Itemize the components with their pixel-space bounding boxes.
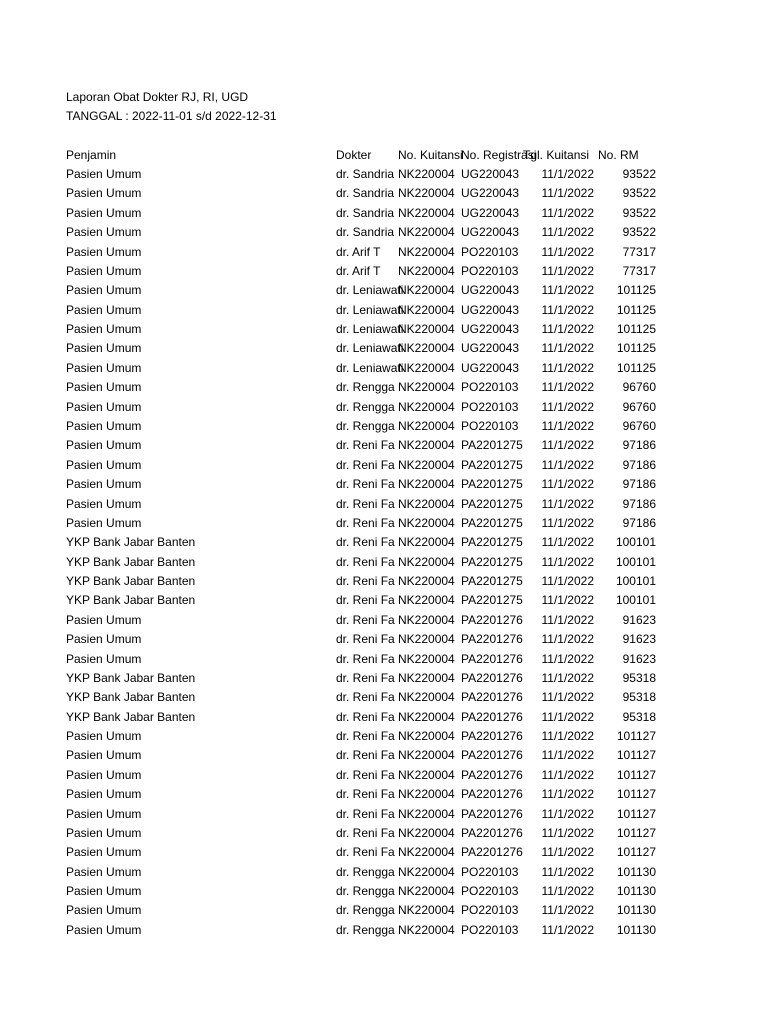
- cell-no-kuitansi: NK220004: [398, 244, 455, 259]
- cell-tgl-kuitansi: 11/1/2022: [541, 748, 594, 763]
- cell-no-registrasi: PO220103: [461, 244, 519, 259]
- cell-no-rm: 93522: [622, 205, 656, 220]
- cell-no-kuitansi: NK220004: [398, 496, 455, 511]
- cell-no-registrasi: UG220043: [461, 186, 520, 201]
- cell-tgl-kuitansi: 11/1/2022: [541, 225, 594, 240]
- cell-penjamin: Pasien Umum: [66, 438, 142, 453]
- cell-no-kuitansi: NK220004: [398, 729, 455, 743]
- cell-no-registrasi: PA2201276: [461, 748, 523, 763]
- cell-dokter: dr. Leniawati: [336, 302, 404, 317]
- cell-penjamin: Pasien Umum: [66, 186, 142, 201]
- cell-penjamin: Pasien Umum: [66, 825, 142, 840]
- cell-no-registrasi: PA2201276: [461, 787, 523, 802]
- cell-penjamin: Pasien Umum: [66, 263, 142, 278]
- cell-penjamin: Pasien Umum: [66, 903, 142, 918]
- cell-no-rm: 101127: [616, 787, 656, 802]
- cell-no-rm: 93522: [622, 167, 656, 181]
- table-header-row: [0, 146, 768, 165]
- cell-penjamin: Pasien Umum: [66, 244, 142, 259]
- table-row: [0, 204, 768, 223]
- cell-dokter: dr. Reni Fa: [336, 515, 395, 530]
- cell-penjamin: Pasien Umum: [66, 399, 142, 414]
- cell-dokter: dr. Rengga: [336, 380, 395, 395]
- column-header-penjamin: Penjamin: [66, 148, 117, 162]
- cell-no-registrasi: PA2201275: [461, 457, 523, 472]
- cell-no-kuitansi: NK220004: [398, 457, 455, 472]
- cell-tgl-kuitansi: 11/1/2022: [541, 593, 594, 608]
- table-row: [0, 495, 768, 514]
- cell-tgl-kuitansi: 11/1/2022: [541, 825, 594, 840]
- cell-no-registrasi: PA2201276: [461, 806, 523, 821]
- cell-no-rm: 93522: [622, 225, 656, 240]
- cell-dokter: dr. Reni Fa: [336, 670, 395, 685]
- cell-dokter: dr. Rengga: [336, 399, 395, 414]
- cell-no-kuitansi: NK220004: [398, 263, 455, 278]
- cell-no-registrasi: PO220103: [461, 399, 519, 414]
- cell-dokter: dr. Reni Fa: [336, 496, 395, 511]
- cell-no-rm: 100101: [615, 593, 656, 608]
- cell-penjamin: Pasien Umum: [66, 787, 142, 802]
- column-header-dokter: Dokter: [336, 148, 372, 162]
- cell-no-kuitansi: NK220004: [398, 767, 455, 782]
- table-row: [0, 611, 768, 630]
- table-row: [0, 165, 768, 184]
- report-date-range: TANGGAL : 2022-11-01 s/d 2022-12-31: [66, 109, 277, 123]
- cell-no-rm: 101127: [616, 806, 656, 821]
- cell-tgl-kuitansi: 11/1/2022: [541, 651, 594, 666]
- cell-tgl-kuitansi: 11/1/2022: [541, 360, 594, 375]
- table-row: [0, 223, 768, 242]
- cell-no-registrasi: PA2201275: [461, 477, 523, 492]
- cell-dokter: dr. Leniawati: [336, 360, 404, 375]
- cell-no-rm: 97186: [622, 438, 656, 453]
- cell-penjamin: YKP Bank Jabar Banten: [66, 535, 196, 550]
- column-header-no-kuitansi: No. Kuitansi: [398, 148, 463, 162]
- cell-penjamin: Pasien Umum: [66, 477, 142, 492]
- cell-no-registrasi: PA2201275: [461, 496, 523, 511]
- cell-dokter: dr. Reni Fa: [336, 593, 395, 608]
- table-row: [0, 514, 768, 533]
- cell-dokter: dr. Reni Fa: [336, 535, 395, 550]
- cell-no-registrasi: UG220043: [461, 322, 520, 336]
- cell-no-rm: 101130: [616, 864, 656, 879]
- cell-no-registrasi: UG220043: [461, 302, 520, 317]
- cell-tgl-kuitansi: 11/1/2022: [541, 438, 594, 453]
- cell-no-registrasi: PA2201276: [461, 670, 523, 685]
- cell-penjamin: Pasien Umum: [66, 845, 142, 860]
- cell-dokter: dr. Reni Fa: [336, 612, 395, 627]
- cell-penjamin: Pasien Umum: [66, 283, 142, 298]
- table-row: [0, 727, 768, 746]
- cell-penjamin: Pasien Umum: [66, 418, 142, 433]
- cell-tgl-kuitansi: 11/1/2022: [541, 244, 594, 259]
- cell-penjamin: Pasien Umum: [66, 651, 142, 666]
- cell-no-registrasi: PA2201276: [461, 709, 523, 724]
- cell-no-rm: 95318: [622, 670, 656, 685]
- cell-tgl-kuitansi: 11/1/2022: [541, 884, 594, 899]
- cell-no-kuitansi: NK220004: [398, 167, 455, 181]
- cell-no-registrasi: PO220103: [461, 884, 519, 899]
- cell-dokter: dr. Reni Fa: [336, 767, 395, 782]
- cell-penjamin: Pasien Umum: [66, 632, 142, 647]
- cell-penjamin: Pasien Umum: [66, 302, 142, 317]
- cell-tgl-kuitansi: 11/1/2022: [541, 322, 594, 336]
- cell-no-registrasi: PA2201275: [461, 593, 523, 608]
- cell-no-registrasi: UG220043: [461, 225, 520, 240]
- cell-no-registrasi: PA2201275: [461, 574, 523, 588]
- cell-no-kuitansi: NK220004: [398, 903, 455, 918]
- table-row: [0, 436, 768, 455]
- cell-no-kuitansi: NK220004: [398, 593, 455, 608]
- cell-dokter: dr. Reni Fa: [336, 477, 395, 492]
- cell-no-rm: 101125: [616, 322, 656, 336]
- cell-no-rm: 97186: [622, 496, 656, 511]
- cell-no-registrasi: PA2201275: [461, 438, 523, 453]
- cell-no-rm: 91623: [622, 651, 656, 666]
- cell-dokter: dr. Reni Fa: [336, 709, 395, 724]
- cell-no-rm: 101127: [616, 767, 656, 782]
- cell-tgl-kuitansi: 11/1/2022: [541, 535, 594, 550]
- cell-no-kuitansi: NK220004: [398, 515, 455, 530]
- table-row: [0, 456, 768, 475]
- cell-no-registrasi: UG220043: [461, 205, 520, 220]
- cell-no-rm: 101130: [616, 903, 656, 918]
- cell-tgl-kuitansi: 11/1/2022: [541, 283, 594, 298]
- cell-no-rm: 97186: [622, 515, 656, 530]
- table-row: [0, 553, 768, 572]
- table-row: [0, 766, 768, 785]
- table-row: [0, 475, 768, 494]
- cell-tgl-kuitansi: 11/1/2022: [541, 263, 594, 278]
- cell-no-registrasi: PO220103: [461, 418, 519, 433]
- table-row: [0, 708, 768, 727]
- cell-no-rm: 95318: [622, 709, 656, 724]
- table-row: [0, 243, 768, 262]
- cell-no-kuitansi: NK220004: [398, 787, 455, 802]
- cell-no-registrasi: PA2201276: [461, 767, 523, 782]
- cell-no-registrasi: PA2201275: [461, 535, 523, 550]
- cell-penjamin: Pasien Umum: [66, 205, 142, 220]
- cell-dokter: dr. Reni Fa: [336, 651, 395, 666]
- cell-no-registrasi: PA2201276: [461, 729, 523, 743]
- table-row: [0, 746, 768, 765]
- cell-tgl-kuitansi: 11/1/2022: [541, 302, 594, 317]
- table-row: [0, 688, 768, 707]
- cell-tgl-kuitansi: 11/1/2022: [541, 729, 594, 743]
- cell-no-kuitansi: NK220004: [398, 554, 455, 569]
- cell-tgl-kuitansi: 11/1/2022: [541, 554, 594, 569]
- cell-no-rm: 97186: [622, 457, 656, 472]
- table-row: [0, 417, 768, 436]
- cell-penjamin: Pasien Umum: [66, 496, 142, 511]
- table-row: [0, 184, 768, 203]
- table-row: [0, 863, 768, 882]
- cell-no-kuitansi: NK220004: [398, 690, 455, 705]
- cell-no-kuitansi: NK220004: [398, 922, 455, 937]
- table-row: [0, 533, 768, 552]
- cell-no-kuitansi: NK220004: [398, 399, 455, 414]
- column-header-no-rm: No. RM: [598, 148, 639, 162]
- cell-no-kuitansi: NK220004: [398, 825, 455, 840]
- cell-dokter: dr. Reni Fa: [336, 457, 395, 472]
- cell-no-registrasi: PA2201276: [461, 825, 523, 840]
- cell-dokter: dr. Leniawati: [336, 322, 404, 336]
- cell-dokter: dr. Reni Fa: [336, 632, 395, 647]
- cell-no-kuitansi: NK220004: [398, 186, 455, 201]
- table-row: [0, 398, 768, 417]
- cell-no-kuitansi: NK220004: [398, 341, 455, 356]
- column-header-tgl-kuitansi: Tgl. Kuitansi: [523, 148, 590, 162]
- cell-tgl-kuitansi: 11/1/2022: [541, 690, 594, 705]
- cell-penjamin: Pasien Umum: [66, 360, 142, 375]
- cell-dokter: dr. Arif T: [336, 244, 381, 259]
- table-row: [0, 921, 768, 940]
- cell-no-kuitansi: NK220004: [398, 477, 455, 492]
- cell-dokter: dr. Reni Fa: [336, 845, 395, 860]
- table-row: [0, 281, 768, 300]
- cell-no-registrasi: PO220103: [461, 922, 519, 937]
- cell-tgl-kuitansi: 11/1/2022: [541, 205, 594, 220]
- cell-no-rm: 96760: [622, 380, 656, 395]
- table-row: [0, 805, 768, 824]
- cell-no-rm: 96760: [622, 418, 656, 433]
- cell-penjamin: YKP Bank Jabar Banten: [66, 670, 196, 685]
- cell-penjamin: Pasien Umum: [66, 341, 142, 356]
- cell-no-registrasi: PA2201276: [461, 632, 523, 647]
- table-row: [0, 901, 768, 920]
- cell-no-kuitansi: NK220004: [398, 884, 455, 899]
- cell-dokter: dr. Rengga: [336, 864, 395, 879]
- cell-no-rm: 97186: [622, 477, 656, 492]
- cell-dokter: dr. Reni Fa: [336, 554, 395, 569]
- cell-penjamin: Pasien Umum: [66, 767, 142, 782]
- cell-penjamin: Pasien Umum: [66, 322, 142, 336]
- table-row: [0, 650, 768, 669]
- cell-no-rm: 101125: [616, 360, 656, 375]
- cell-no-rm: 101130: [616, 884, 656, 899]
- cell-penjamin: YKP Bank Jabar Banten: [66, 574, 196, 588]
- cell-tgl-kuitansi: 11/1/2022: [541, 632, 594, 647]
- cell-tgl-kuitansi: 11/1/2022: [541, 341, 594, 356]
- cell-penjamin: Pasien Umum: [66, 515, 142, 530]
- cell-penjamin: Pasien Umum: [66, 729, 142, 743]
- cell-no-kuitansi: NK220004: [398, 748, 455, 763]
- cell-dokter: dr. Rengga: [336, 903, 395, 918]
- table-row: [0, 301, 768, 320]
- cell-dokter: dr. Reni Fa: [336, 438, 395, 453]
- cell-dokter: dr. Reni Fa: [336, 574, 395, 588]
- cell-dokter: dr. Reni Fa: [336, 806, 395, 821]
- cell-no-rm: 101125: [616, 341, 656, 356]
- table-row: [0, 339, 768, 358]
- cell-tgl-kuitansi: 11/1/2022: [541, 380, 594, 395]
- cell-no-kuitansi: NK220004: [398, 535, 455, 550]
- cell-penjamin: Pasien Umum: [66, 864, 142, 879]
- cell-tgl-kuitansi: 11/1/2022: [541, 418, 594, 433]
- cell-penjamin: YKP Bank Jabar Banten: [66, 593, 196, 608]
- cell-no-registrasi: PA2201275: [461, 515, 523, 530]
- cell-penjamin: Pasien Umum: [66, 380, 142, 395]
- cell-penjamin: YKP Bank Jabar Banten: [66, 709, 196, 724]
- cell-dokter: dr. Reni Fa: [336, 748, 395, 763]
- cell-penjamin: YKP Bank Jabar Banten: [66, 690, 196, 705]
- cell-dokter: dr. Rengga: [336, 922, 395, 937]
- table-row: [0, 262, 768, 281]
- cell-no-registrasi: UG220043: [461, 167, 520, 181]
- table-row: [0, 843, 768, 862]
- cell-penjamin: Pasien Umum: [66, 612, 142, 627]
- cell-no-rm: 101125: [616, 283, 656, 298]
- cell-no-kuitansi: NK220004: [398, 438, 455, 453]
- cell-penjamin: Pasien Umum: [66, 457, 142, 472]
- cell-no-registrasi: UG220043: [461, 360, 520, 375]
- report-title: Laporan Obat Dokter RJ, RI, UGD: [66, 90, 249, 104]
- cell-no-registrasi: PO220103: [461, 380, 519, 395]
- cell-no-registrasi: UG220043: [461, 341, 520, 356]
- cell-tgl-kuitansi: 11/1/2022: [541, 186, 594, 201]
- cell-tgl-kuitansi: 11/1/2022: [541, 612, 594, 627]
- cell-no-rm: 101127: [616, 845, 656, 860]
- cell-dokter: dr. Reni Fa: [336, 690, 395, 705]
- column-header-no-registrasi: No. Registrasi: [461, 148, 537, 162]
- cell-no-kuitansi: NK220004: [398, 709, 455, 724]
- cell-tgl-kuitansi: 11/1/2022: [541, 574, 594, 588]
- cell-no-rm: 101130: [616, 922, 656, 937]
- cell-dokter: dr. Sandria: [336, 186, 395, 201]
- cell-no-registrasi: PO220103: [461, 864, 519, 879]
- cell-tgl-kuitansi: 11/1/2022: [541, 399, 594, 414]
- cell-no-rm: 101127: [616, 825, 656, 840]
- cell-penjamin: Pasien Umum: [66, 167, 142, 181]
- cell-tgl-kuitansi: 11/1/2022: [541, 709, 594, 724]
- cell-no-registrasi: PO220103: [461, 903, 519, 918]
- table-row: [0, 320, 768, 339]
- cell-no-kuitansi: NK220004: [398, 845, 455, 860]
- cell-no-kuitansi: NK220004: [398, 380, 455, 395]
- cell-no-kuitansi: NK220004: [398, 205, 455, 220]
- cell-tgl-kuitansi: 11/1/2022: [541, 167, 594, 181]
- cell-penjamin: Pasien Umum: [66, 922, 142, 937]
- cell-no-rm: 91623: [622, 632, 656, 647]
- cell-no-kuitansi: NK220004: [398, 225, 455, 240]
- cell-tgl-kuitansi: 11/1/2022: [541, 477, 594, 492]
- cell-dokter: dr. Arif T: [336, 263, 381, 278]
- cell-no-rm: 101125: [616, 302, 656, 317]
- cell-no-kuitansi: NK220004: [398, 806, 455, 821]
- cell-no-rm: 96760: [622, 399, 656, 414]
- cell-tgl-kuitansi: 11/1/2022: [541, 922, 594, 937]
- cell-dokter: dr. Leniawati: [336, 341, 404, 356]
- cell-tgl-kuitansi: 11/1/2022: [541, 767, 594, 782]
- cell-no-rm: 100101: [615, 535, 656, 550]
- table-row: [0, 378, 768, 397]
- cell-no-rm: 77317: [622, 263, 656, 278]
- cell-dokter: dr. Leniawati: [336, 283, 404, 298]
- cell-no-kuitansi: NK220004: [398, 418, 455, 433]
- table-row: [0, 630, 768, 649]
- cell-no-kuitansi: NK220004: [398, 360, 455, 375]
- cell-no-kuitansi: NK220004: [398, 864, 455, 879]
- table-row: [0, 824, 768, 843]
- cell-no-registrasi: PA2201276: [461, 845, 523, 860]
- cell-tgl-kuitansi: 11/1/2022: [541, 903, 594, 918]
- cell-tgl-kuitansi: 11/1/2022: [541, 787, 594, 802]
- cell-dokter: dr. Sandria: [336, 205, 395, 220]
- cell-no-kuitansi: NK220004: [398, 670, 455, 685]
- cell-no-rm: 91623: [622, 612, 656, 627]
- table-row: [0, 572, 768, 591]
- cell-no-kuitansi: NK220004: [398, 632, 455, 647]
- cell-no-kuitansi: NK220004: [398, 302, 455, 317]
- cell-dokter: dr. Reni Fa: [336, 729, 395, 743]
- cell-tgl-kuitansi: 11/1/2022: [541, 806, 594, 821]
- cell-tgl-kuitansi: 11/1/2022: [541, 496, 594, 511]
- cell-dokter: dr. Sandria: [336, 167, 395, 181]
- cell-no-kuitansi: NK220004: [398, 612, 455, 627]
- cell-penjamin: YKP Bank Jabar Banten: [66, 554, 196, 569]
- cell-no-registrasi: PA2201275: [461, 554, 523, 569]
- cell-no-kuitansi: NK220004: [398, 574, 455, 588]
- cell-no-kuitansi: NK220004: [398, 322, 455, 336]
- cell-no-rm: 101127: [616, 729, 656, 743]
- cell-penjamin: Pasien Umum: [66, 225, 142, 240]
- table-row: [0, 882, 768, 901]
- cell-dokter: dr. Rengga: [336, 884, 395, 899]
- cell-tgl-kuitansi: 11/1/2022: [541, 864, 594, 879]
- cell-no-rm: 93522: [622, 186, 656, 201]
- cell-tgl-kuitansi: 11/1/2022: [541, 845, 594, 860]
- cell-dokter: dr. Reni Fa: [336, 825, 395, 840]
- table-row: [0, 785, 768, 804]
- cell-no-registrasi: PA2201276: [461, 690, 523, 705]
- table-row: [0, 669, 768, 688]
- cell-dokter: dr. Sandria: [336, 225, 395, 240]
- cell-no-rm: 77317: [622, 244, 656, 259]
- cell-no-registrasi: UG220043: [461, 283, 520, 298]
- cell-no-registrasi: PA2201276: [461, 651, 523, 666]
- cell-dokter: dr. Rengga: [336, 418, 395, 433]
- cell-no-rm: 95318: [622, 690, 656, 705]
- cell-no-registrasi: PO220103: [461, 263, 519, 278]
- cell-no-rm: 101127: [616, 748, 656, 763]
- cell-penjamin: Pasien Umum: [66, 748, 142, 763]
- cell-tgl-kuitansi: 11/1/2022: [541, 670, 594, 685]
- cell-dokter: dr. Reni Fa: [336, 787, 395, 802]
- cell-penjamin: Pasien Umum: [66, 806, 142, 821]
- cell-no-rm: 100101: [615, 554, 656, 569]
- table-row: [0, 591, 768, 610]
- cell-no-kuitansi: NK220004: [398, 283, 455, 298]
- cell-tgl-kuitansi: 11/1/2022: [541, 457, 594, 472]
- cell-no-registrasi: PA2201276: [461, 612, 523, 627]
- cell-tgl-kuitansi: 11/1/2022: [541, 515, 594, 530]
- cell-no-rm: 100101: [615, 574, 656, 588]
- table-row: [0, 359, 768, 378]
- cell-no-kuitansi: NK220004: [398, 651, 455, 666]
- cell-penjamin: Pasien Umum: [66, 884, 142, 899]
